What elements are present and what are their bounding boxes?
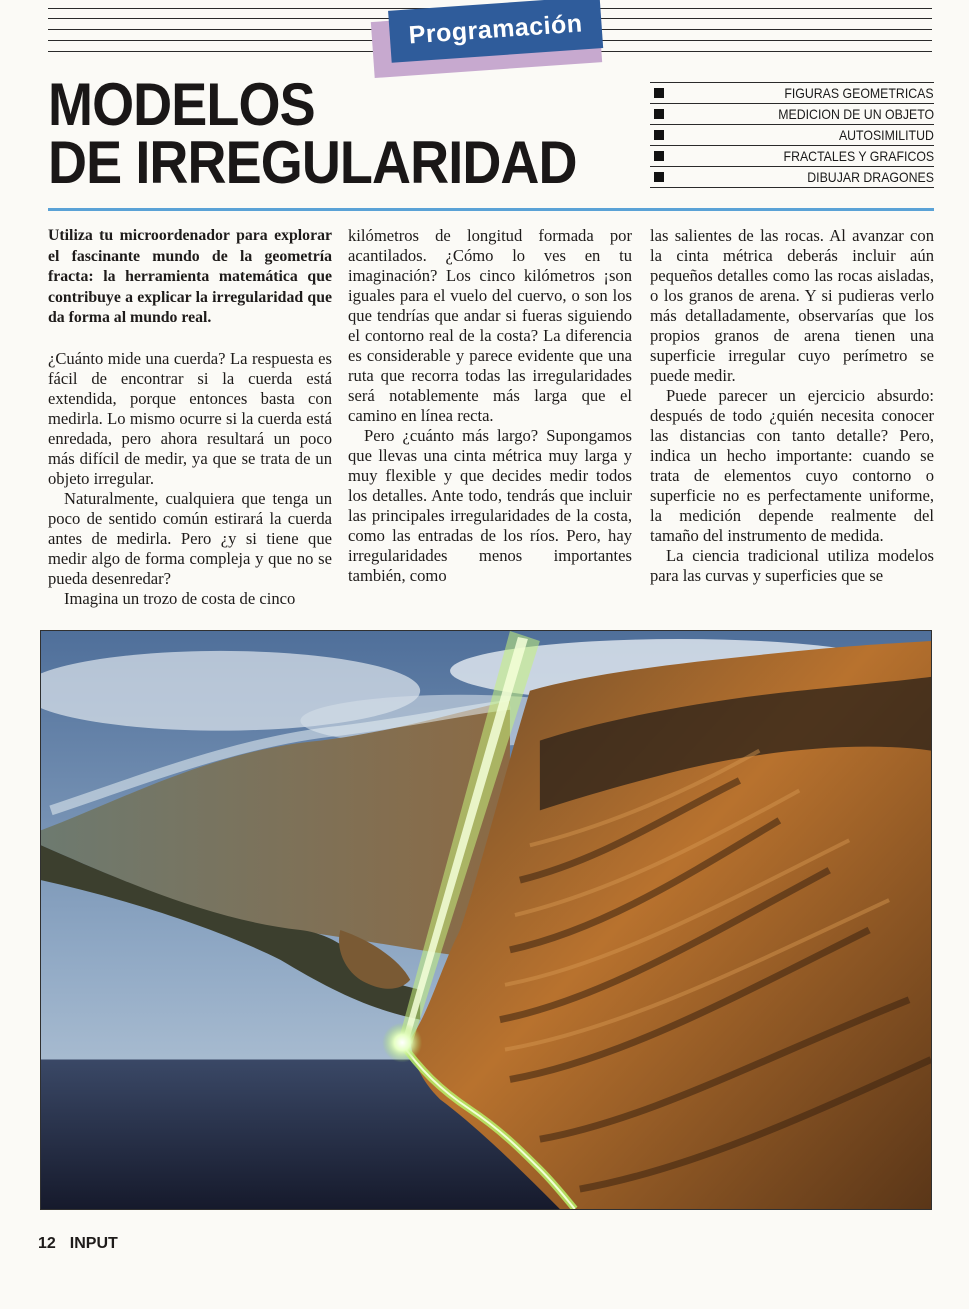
topic-item: DIBUJAR DRAGONES — [650, 167, 934, 188]
page-number: 12 — [38, 1235, 56, 1252]
text-column-3 — [650, 226, 934, 586]
body-paragraph: Imagina un trozo de costa de cinco — [64, 588, 296, 608]
body-paragraph: las salientes de las rocas. Al avanzar con la cinta métrica deberás incluir aún pequeños detalles como las rocas aisladas, o los granos de arena. Y si pudieras verlo más detalladamente, observarías que los propios granos de arena tienen una superficie irregular cuyo perímetro se puede medir. — [650, 226, 934, 385]
topic-item: FRACTALES Y GRAFICOS — [650, 146, 934, 167]
magazine-name: INPUT — [69, 1235, 118, 1252]
divider-rule — [48, 208, 934, 211]
square-bullet-icon — [654, 88, 664, 98]
lead-paragraph: Utiliza tu microordenador para explorar el fascinante mundo de la geometría fracta: la herramienta matemática que contribuye a explicar la irregularidad que da forma al mundo real. — [48, 227, 332, 326]
section-tab — [370, 0, 606, 74]
text-column-2 — [348, 226, 632, 586]
square-bullet-icon — [654, 151, 664, 161]
coastline-photo — [40, 630, 932, 1210]
square-bullet-icon — [654, 172, 664, 182]
title-line-2: DE IRREGULARIDAD — [48, 129, 577, 196]
square-bullet-icon — [654, 109, 664, 119]
coastline-illustration — [41, 631, 931, 1209]
body-paragraph: Puede parecer un ejercicio absurdo: después de todo ¿quién necesita conocer las distancias con tanto detalle? Pero, indica un hecho importante: cuando se trata de elementos cuyo contorno o superficie no es perfectamente uniforme, la medición depende realmente del tamaño del instrumento de medida. — [650, 386, 934, 545]
page-folio — [38, 1235, 132, 1253]
topic-item: AUTOSIMILITUD — [650, 125, 934, 146]
body-paragraph: Pero ¿cuánto más largo? Supongamos que llevas una cinta métrica muy larga y muy flexible y que decides medir todos los detalles. Ante todo, tendrás que incluir las principales irregularidades de la costa, como las entradas de los ríos. Pero, hay irregularidades menos importantes también, como — [348, 426, 632, 585]
text-column-1 — [48, 226, 332, 609]
section-label: Programación — [388, 0, 603, 63]
topic-item: MEDICION DE UN OBJETO — [650, 104, 934, 125]
topic-item: FIGURAS GEOMETRICAS — [650, 82, 934, 104]
square-bullet-icon — [654, 130, 664, 140]
body-paragraph: kilómetros de longitud formada por acantilados. ¿Cómo lo ves en tu imaginación? Los cinco kilómetros ¡son iguales para el vuelo del cuervo, o son los que tendrías que andar si fueras siguiendo el contorno real de la costa? La diferencia es considerable y parece evidente que una ruta que recorra todas las irregularidades será notablemente más larga que el camino en línea recta. — [348, 226, 632, 425]
body-paragraph: Naturalmente, cualquiera que tenga un poco de sentido común estirará la cuerda antes de medirla. Pero ¿y si tiene que medir algo de forma compleja y que no se pueda desenredar? — [48, 488, 332, 588]
body-paragraph: La ciencia tradicional utiliza modelos para las curvas y superficies que se — [650, 546, 934, 585]
title-line-1: MODELOS — [48, 71, 315, 138]
page-title — [48, 71, 577, 196]
topic-list — [650, 82, 934, 188]
body-paragraph: ¿Cuánto mide una cuerda? La respuesta es fácil de encontrar si la cuerda está extendida, porque entonces basta con medirla. Lo mismo ocurre si la cuerda está enredada, pero ahora resultará un poco más difícil de medir, ya que se trata de un objeto irregular. — [48, 348, 332, 488]
